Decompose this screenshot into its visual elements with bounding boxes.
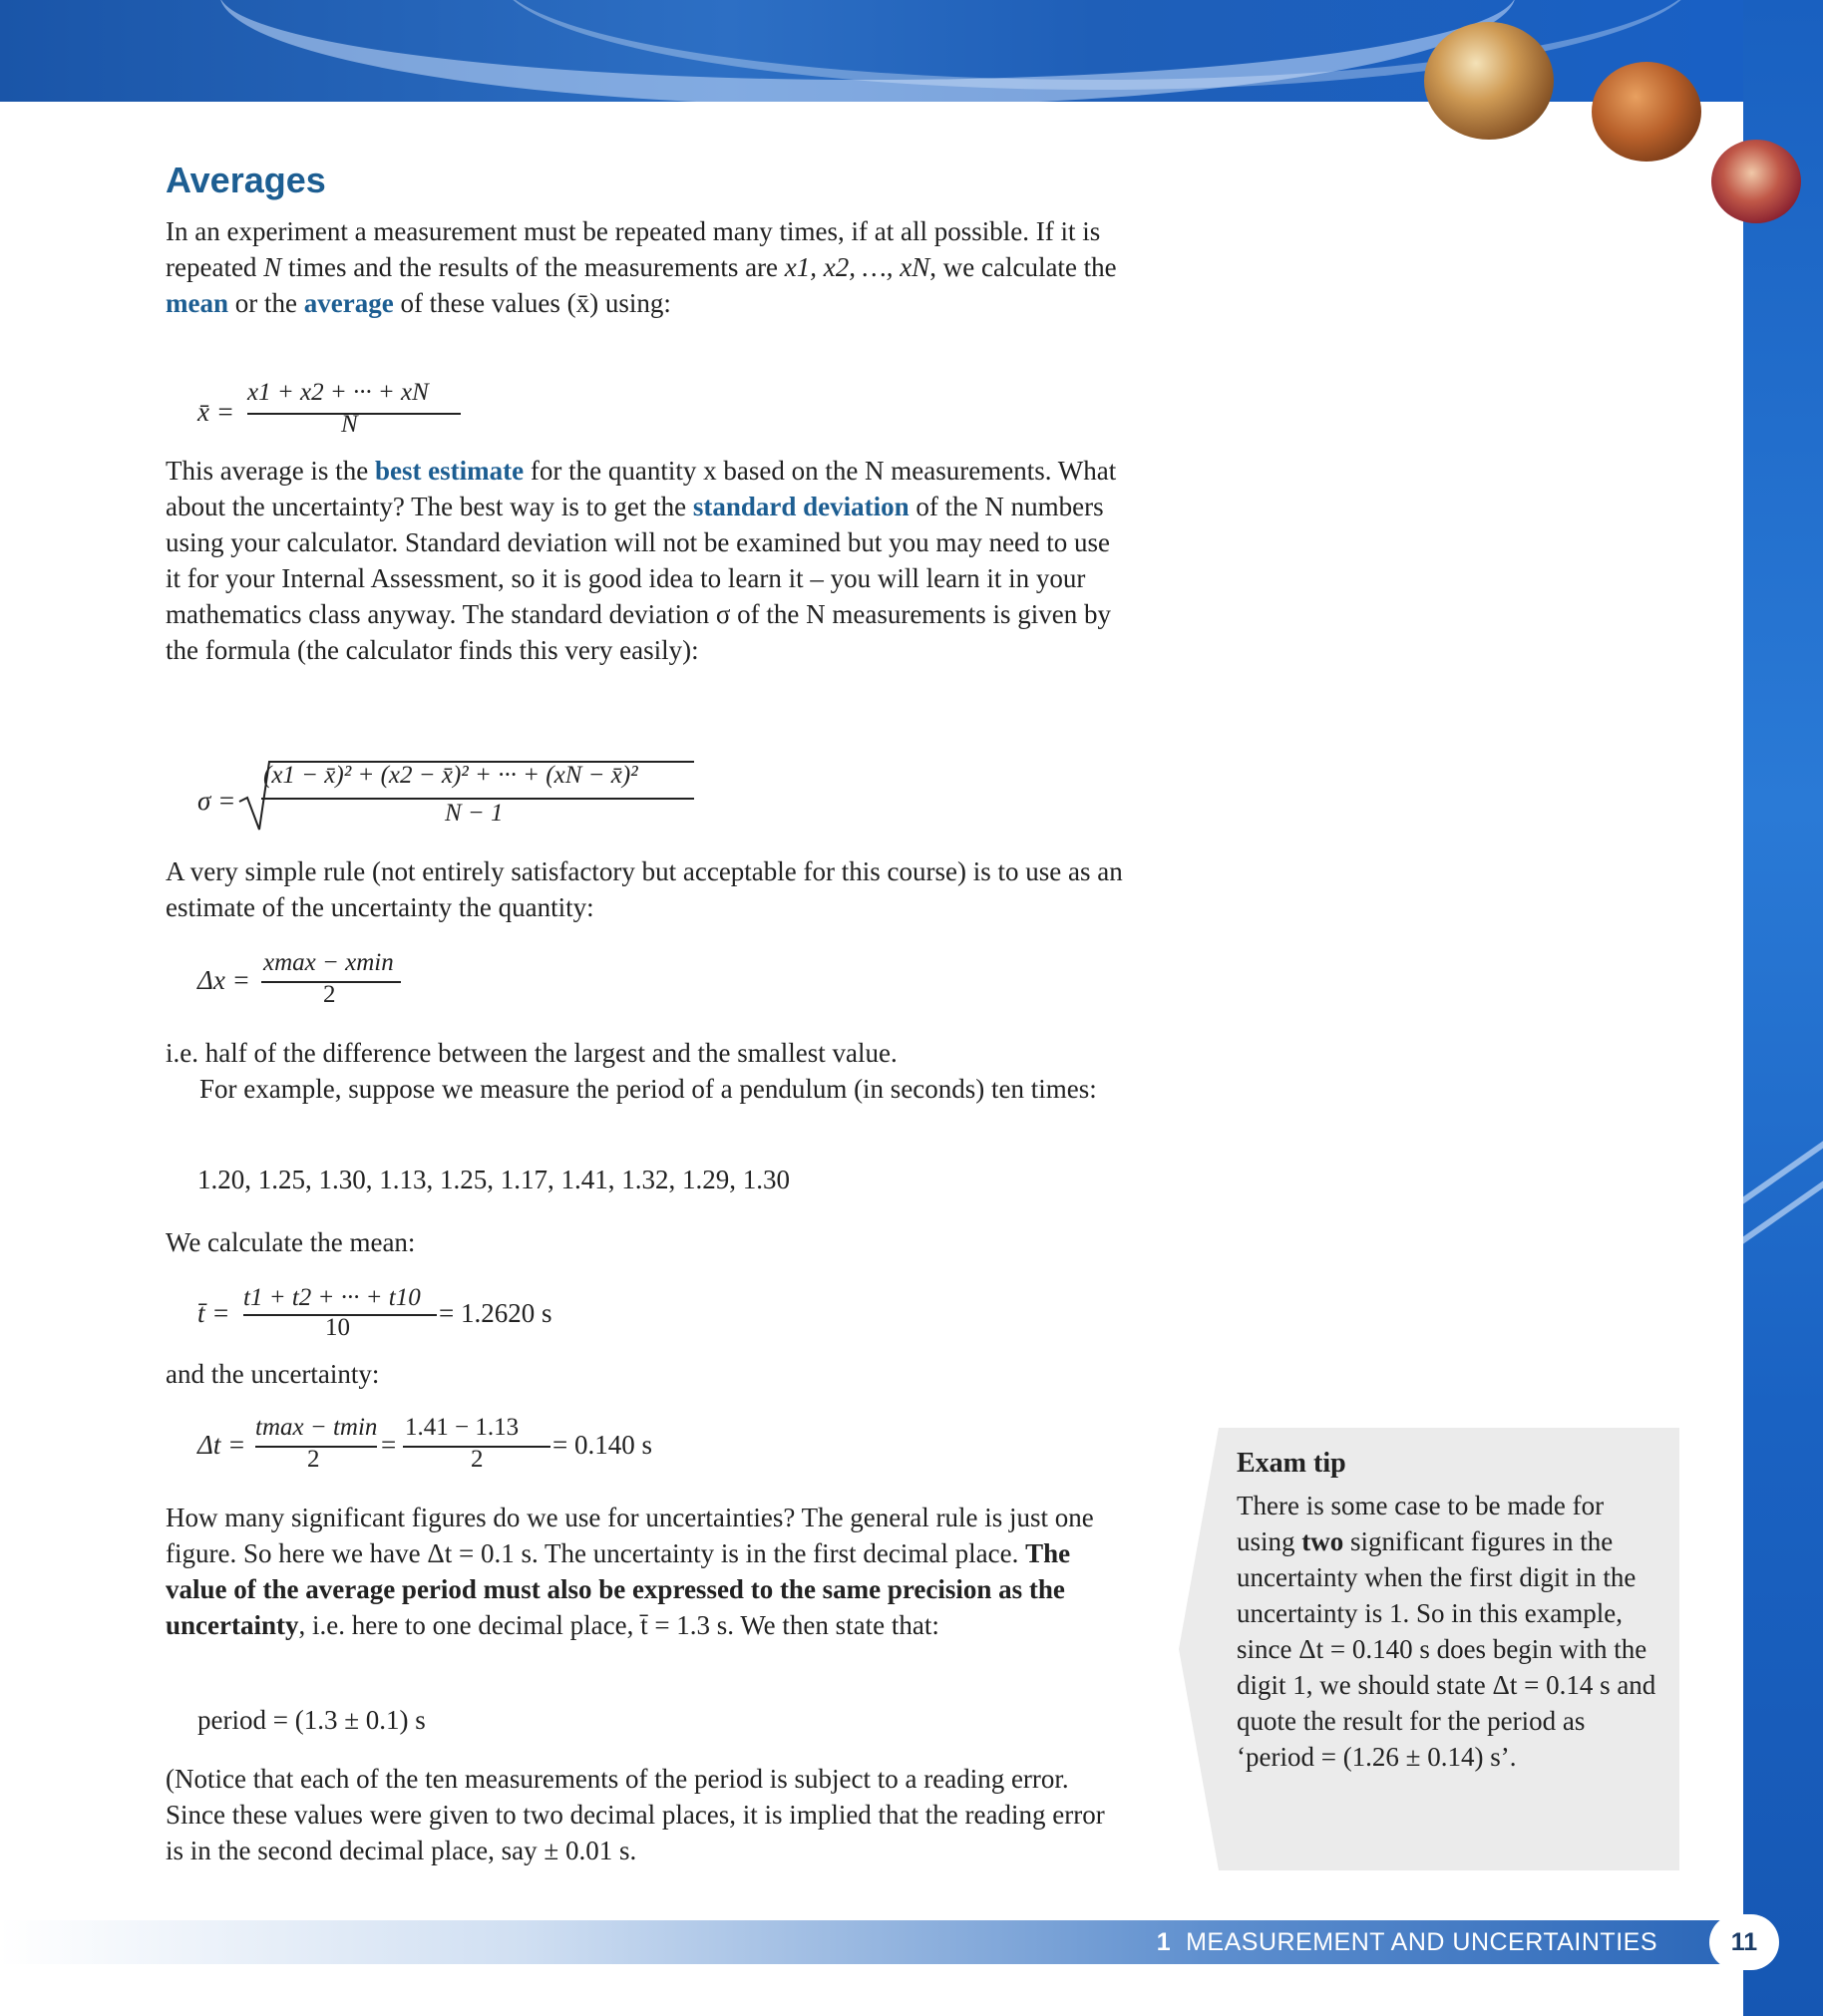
exam-tip-pointer — [1179, 1428, 1219, 1870]
term-mean: mean — [166, 288, 228, 318]
planet-image — [1424, 22, 1554, 140]
exam-tip-title: Exam tip — [1237, 1448, 1346, 1479]
paragraph-best-estimate: This average is the best estimate for the quantity x based on the N measurements. What about the uncertainty? The best way is to get the standard deviation of the N numbers using your calculator. Standard deviation will not be examined but you may need to use it for your Internal Assessment, so it is good idea to learn it – you will learn it in your mathematics class anyway. The standard deviation σ of the N measurements is given by the formula (the calculator finds this very easily): — [166, 456, 1117, 665]
paragraph-simple-rule: A very simple rule (not entirely satisfactory but acceptable for this course) is to use as an estimate of the uncertainty the quantity: — [166, 856, 1123, 922]
paragraph-uncertainty: and the uncertainty: — [166, 1359, 380, 1389]
term-standard-deviation: standard deviation — [692, 492, 910, 521]
term-best-estimate: best estimate — [374, 456, 525, 486]
paragraph-significant-figures: How many significant figures do we use for uncertainties? The general rule is just one figure. So here we have Δt = 0.1 s. The uncertainty is in the first decimal place. The value of the average period must also be expressed to the same precision as the uncertainty, i.e. here to one decimal place, t̄ = 1.3 s. We then state that: — [166, 1503, 1094, 1640]
paragraph-reading-error: (Notice that each of the ten measurements of the period is subject to a reading error. Since these values were given to two decimal places, it is implied that the reading error is in the second decimal place, say ± 0.01 s. — [166, 1764, 1105, 1865]
paragraph-example: For example, suppose we measure the period of a pendulum (in seconds) ten times: — [199, 1074, 1097, 1104]
planet-image — [1711, 140, 1801, 223]
paragraph-calc-mean: We calculate the mean: — [166, 1227, 416, 1257]
exam-tip-box — [1219, 1428, 1679, 1870]
term-average: average — [303, 288, 394, 318]
equation-period: period = (1.3 ± 0.1) s — [197, 1705, 426, 1735]
footer-chapter-title: 1 MEASUREMENT AND UNCERTAINTIES — [1156, 1928, 1657, 1956]
exam-tip-text: There is some case to be made for using two significant figures in the uncertainty when the first digit in the uncertainty is 1. So in this example, since Δt = 0.140 s does begin with the digit 1, we should state Δt = 0.14 s and quote the result for the period as ‘period = (1.26 ± 0.14) s’. — [1237, 1491, 1656, 1772]
section-heading: Averages — [166, 160, 326, 200]
paragraph-intro: In an experiment a measurement must be repeated many times, if at all possible. If it is repeated N times and the results of the measurements are x1, x2, …, xN, we calculate the mean or the average of these values (x̄) using: — [166, 216, 1117, 318]
page-number: 11 — [1709, 1914, 1779, 1970]
right-decorative-band — [1743, 0, 1823, 2016]
data-values: 1.20, 1.25, 1.30, 1.13, 1.25, 1.17, 1.41, 1.32, 1.29, 1.30 — [197, 1165, 790, 1194]
paragraph-half-difference: i.e. half of the difference between the largest and the smallest value. — [166, 1038, 898, 1068]
planet-image — [1592, 62, 1701, 162]
footer-bar — [0, 1920, 1743, 1964]
